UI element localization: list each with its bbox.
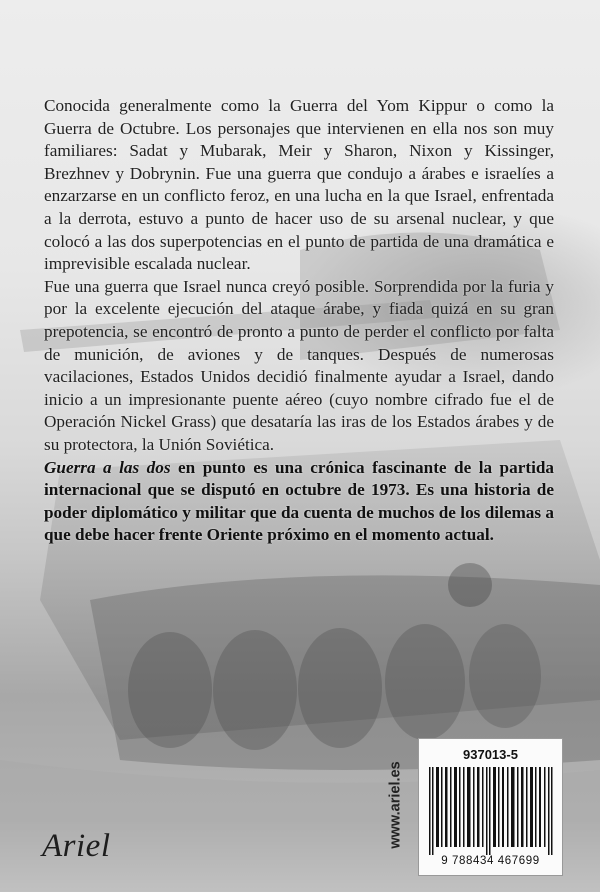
publisher-website-text: www.ariel.es <box>388 761 404 849</box>
publisher-logo: Ariel <box>42 828 111 864</box>
barcode-label <box>418 738 563 876</box>
product-code: 937013-5 <box>463 747 518 762</box>
barcode-icon <box>427 767 554 855</box>
blurb-paragraph-2: Fue una guerra que Israel nunca creyó posible. Sorprendida por la furia y por la excelente ejecución del ataque árabe, y fiada quizá en su gran prepotencia, se encontró de pronto a punto de perder el conflicto por falta de munición, de aviones y de tanques. Después de numerosas vacilaciones, Estados Unidos decidió finalmente ayudar a Israel, dando inicio a un impresionante puente aéreo (cuyo nombre cifrado fue el de Operación Nickel Grass) que desataría las iras de los Estados árabes y de su protectora, la Unión Soviética. <box>44 276 554 454</box>
blurb-paragraph-3 <box>44 457 554 547</box>
blurb-paragraph-3-text: en punto es una crónica fascinante de la partida internacional que se disputó en octubre de 1973. Es una historia de poder diplomático y militar que da cuenta de muchos de los dilemas a que debe hacer frente Oriente próximo en el momento actual. <box>44 457 554 545</box>
isbn-number: 9 788434 467699 <box>441 855 540 867</box>
book-title: Guerra a las dos <box>44 457 171 477</box>
publisher-website <box>384 750 408 860</box>
back-cover-blurb <box>44 95 554 547</box>
blurb-paragraph-1: Conocida generalmente como la Guerra del Yom Kippur o como la Guerra de Octubre. Los personajes que intervienen en ella nos son muy familiares: Sadat y Mubarak, Meir y Sharon, Nixon y Kissinger, Brezhnev y Dobrynin. Fue una guerra que condujo a árabes e israelíes a enzarzarse en un conflicto feroz, en una lucha en la que Israel, enfrentada a la derrota, estuvo a punto de hacer uso de su arsenal nuclear, y que colocó a las dos superpotencias en el punto de partida de una dramática e imprevisible escalada nuclear. <box>44 96 554 274</box>
